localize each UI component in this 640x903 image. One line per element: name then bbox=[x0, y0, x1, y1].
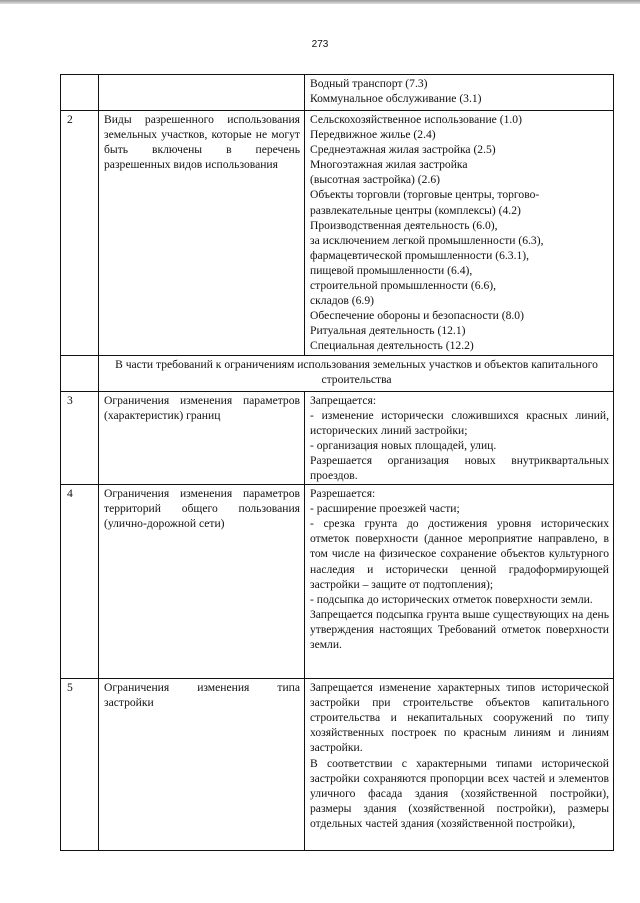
row-content bbox=[305, 391, 614, 485]
table-row bbox=[61, 485, 614, 679]
content-line: Ритуальная деятельность (12.1) bbox=[310, 324, 466, 338]
content-line: Специальная деятельность (12.2) bbox=[310, 339, 474, 353]
table-row bbox=[61, 75, 614, 111]
row-content bbox=[305, 485, 614, 679]
table-row bbox=[61, 679, 614, 851]
page-number: 273 bbox=[311, 39, 329, 50]
content-line: (высотная застройка) (2.6) bbox=[310, 173, 441, 187]
row-number: 5 bbox=[61, 679, 99, 851]
content-paragraph: Запрещается подсыпка грунта выше существующих на день утверждения настоящих Требований отметок поверхности земли. bbox=[310, 607, 609, 651]
table-row bbox=[61, 111, 614, 356]
row-number bbox=[61, 75, 99, 111]
content-paragraph: - расширение проезжей части; bbox=[310, 502, 460, 516]
section-heading-row bbox=[61, 355, 614, 391]
content-paragraph: В соответствии с характерными типами исторической застройки сохраняются пропорции всех частей и элементов уличного фасада здания (хозяйственной постройки), размеры здания (хозяйственной постройки), размеры отдельных частей здания (хозяйственной постройки), bbox=[310, 756, 609, 830]
content-paragraph: Запрещается: bbox=[310, 393, 377, 407]
content-line: Среднеэтажная жилая застройка (2.5) bbox=[310, 143, 496, 157]
requirements-table bbox=[60, 74, 614, 851]
content-line: Передвижное жилье (2.4) bbox=[310, 128, 436, 142]
row-number: 3 bbox=[61, 391, 99, 485]
content-paragraph: - подсыпка до исторических отметок поверхности земли. bbox=[310, 592, 593, 606]
scan-top-edge bbox=[0, 0, 640, 4]
content-paragraph: Запрещается изменение характерных типов исторической застройки при строительстве объектов капитального строительства и некапитальных сооружений по типу хозяйственных построек по красным линиям и линиям застройки. bbox=[310, 681, 609, 755]
row-number: 2 bbox=[61, 111, 99, 356]
content-line: складов (6.9) bbox=[310, 294, 374, 308]
row-number bbox=[61, 355, 99, 391]
row-content bbox=[305, 75, 614, 111]
content-line: за исключением легкой промышленности (6.3), bbox=[310, 233, 544, 247]
content-line: Водный транспорт (7.3) bbox=[310, 77, 428, 90]
row-name bbox=[99, 75, 305, 111]
content-line: Обеспечение обороны и безопасности (8.0) bbox=[310, 309, 524, 323]
row-name: Ограничения изменения типа застройки bbox=[99, 679, 305, 851]
content-line: строительной промышленности (6.6), bbox=[310, 279, 497, 293]
content-line: Коммунальное обслуживание (3.1) bbox=[310, 92, 482, 106]
content-paragraph: Разрешается организация новых внутриквартальных проездов. bbox=[310, 453, 609, 482]
content-line: развлекательные центры (комплексы) (4.2) bbox=[310, 203, 521, 217]
content-line: Сельскохозяйственное использование (1.0) bbox=[310, 113, 522, 126]
table-row bbox=[61, 391, 614, 485]
content-line: фармацевтической промышленности (6.3.1), bbox=[310, 248, 530, 262]
content-line: пищевой промышленности (6.4), bbox=[310, 263, 473, 277]
row-content bbox=[305, 111, 614, 356]
content-line: Объекты торговли (торговые центры, торгово- bbox=[310, 188, 540, 202]
row-name: Виды разрешенного использования земельных участков, которые не могут быть включены в перечень разрешенных видов использования bbox=[99, 111, 305, 356]
content-paragraph: - изменение исторически сложившихся красных линий, исторических линий застройки; bbox=[310, 408, 609, 437]
content-paragraph: - срезка грунта до достижения уровня исторических отметок поверхности (данное мероприятие направлено, в том числе на физическое сохранение объектов культурного наследия и исторически ценной градоформирующей застройки – защите от подтопления); bbox=[310, 517, 609, 591]
content-paragraph: Разрешается: bbox=[310, 487, 376, 501]
content-paragraph: - организация новых площадей, улиц. bbox=[310, 438, 497, 452]
row-name: Ограничения изменения параметров территорий общего пользования (улично-дорожной сети) bbox=[99, 485, 305, 679]
row-name: Ограничения изменения параметров (характеристик) границ bbox=[99, 391, 305, 485]
content-line: Многоэтажная жилая застройка bbox=[310, 158, 468, 172]
row-number: 4 bbox=[61, 485, 99, 679]
section-heading: В части требований к ограничениям использования земельных участков и объектов капитального строительства bbox=[99, 355, 614, 391]
row-content bbox=[305, 679, 614, 851]
content-line: Производственная деятельность (6.0), bbox=[310, 218, 498, 232]
